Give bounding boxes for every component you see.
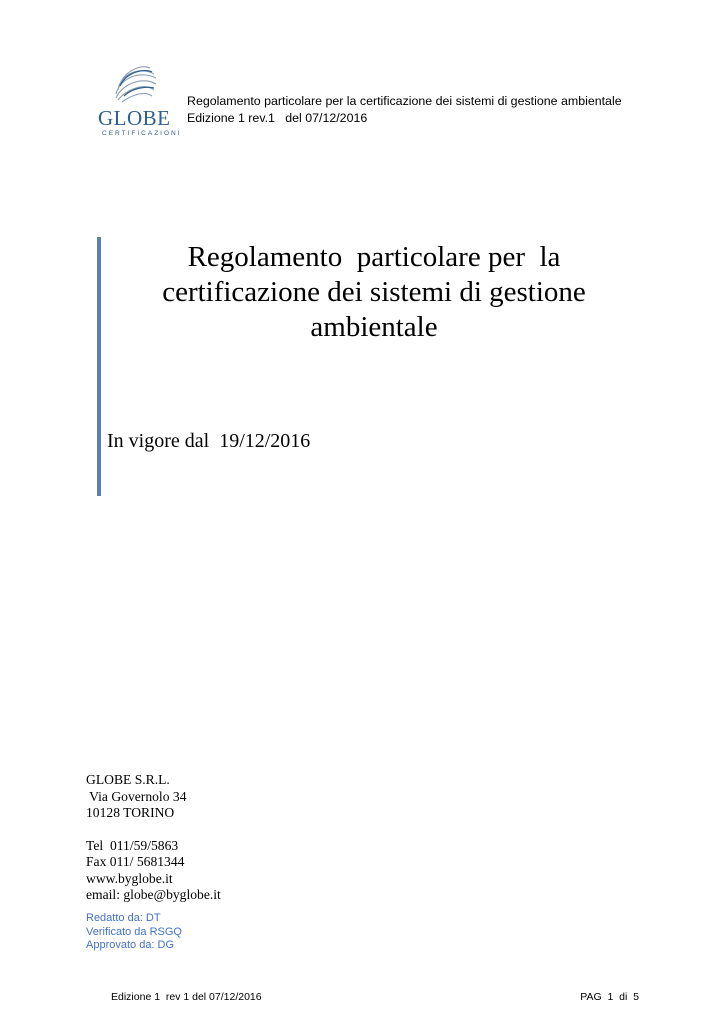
globe-swirl-icon [110, 60, 160, 106]
globe-logo [96, 60, 182, 140]
company-website: www.byglobe.it [86, 870, 173, 886]
footer-edition: Edizione 1 rev 1 del 07/12/2016 [111, 991, 262, 1003]
footer-page-number: PAG 1 di 5 [580, 991, 639, 1003]
company-address [86, 772, 221, 904]
approval-block [86, 912, 182, 953]
in-force-date: In vigore dal 19/12/2016 [107, 430, 311, 452]
drafted-by: Redatto da: DT [86, 912, 161, 924]
logo-name: GLOBE [98, 106, 171, 130]
company-fax: Fax 011/ 5681344 [86, 854, 185, 869]
approved-by: Approvato da: DG [86, 939, 175, 951]
company-tel: Tel 011/59/5863 [86, 837, 179, 853]
document-header [187, 93, 622, 127]
page-title [110, 240, 638, 345]
header-title: Regolamento particolare per la certificazione dei sistemi di gestione ambientale [187, 94, 622, 108]
company-street: Via Governolo 34 [86, 788, 187, 804]
title-accent-bar [97, 237, 101, 496]
company-name: GLOBE S.R.L. [86, 772, 170, 787]
company-city: 10128 TORINO [86, 805, 175, 820]
title-line-2: certificazione dei sistemi di gestione [162, 276, 586, 308]
verified-by: Verificato da RSGQ [86, 925, 182, 938]
header-edition: Edizione 1 rev.1 del 07/12/2016 [187, 111, 368, 125]
title-line-1: Regolamento particolare per la [187, 241, 561, 273]
title-line-3: ambientale [310, 311, 438, 343]
company-email: email: globe@byglobe.it [86, 887, 221, 902]
logo-subtitle: CERTIFICAZIONI [102, 130, 182, 137]
